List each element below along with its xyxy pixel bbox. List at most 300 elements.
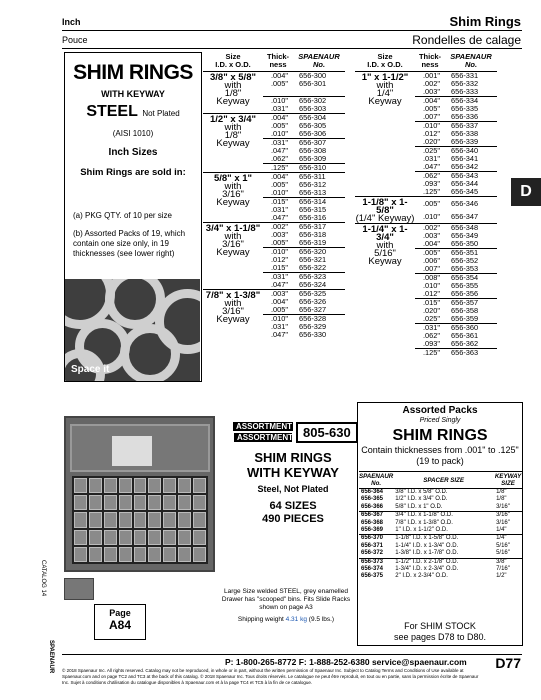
spacer-size: 1-3/8" I.D. x 1-7/8" O.D. [395, 550, 459, 557]
table-row [359, 527, 522, 535]
kit-bin [193, 478, 206, 493]
part-number: 656-300 [293, 72, 345, 81]
kit-bin [163, 478, 176, 493]
part-number: 656-319 [299, 237, 327, 247]
thickness: .031" [263, 138, 293, 147]
part-number: 656-316 [299, 212, 327, 222]
thickness: .015" [263, 197, 293, 206]
keyway-size: 5/16" [496, 550, 510, 557]
header-rule [62, 30, 522, 31]
col-thickness-2: ness [421, 60, 439, 69]
thickness: .047" [270, 279, 288, 289]
size-line: 1" x 1-1/2" [361, 72, 409, 83]
part-number: 656-337 [445, 122, 497, 131]
keyway-size: 3/8" [494, 558, 522, 566]
kit-bin [104, 478, 117, 493]
option-a: (a) PKG QTY. of 10 per size [73, 211, 173, 220]
aisi-grade: (AISI 1010) [112, 129, 154, 138]
spec-table-right [355, 52, 497, 357]
kit-bin [163, 512, 176, 527]
kit-bin [119, 530, 132, 545]
copyright: © 2018 Spaenaur Inc. All rights reserved. Catalog may not be reproduced, in whole or in part, without the written permission of Spaenaur Inc. Subject to Catalog Terms and Conditions of Use available at Spaenaur.com and on page TC2 and TC3 at the back of this catalog. © 2018 Spaenaur Inc. Tous droits réservés. Le catalogue ne peut être reproduit, en tout ou en partie, sans la permission écrite de Spaenaur Inc. Sujet à conditions d'utilisation du catalogue disponibles à Spaenaur.com et à la page TC4 et TC5 à la fin de ce catalogue. [62, 668, 479, 685]
kit-bin [89, 478, 102, 493]
part-number: 656-333 [451, 87, 479, 96]
size-cell [203, 172, 263, 222]
size-line: Keyway [216, 313, 250, 325]
thickness: .005" [415, 197, 445, 211]
thickness: .031" [415, 324, 445, 333]
part-number [293, 88, 345, 96]
header-unit-fr: Pouce [62, 35, 88, 45]
product-info-box [64, 52, 202, 382]
part-number: 656-314 [293, 197, 345, 206]
size-line: with [224, 121, 242, 133]
size-line: 3/4" x 1-1/8" [205, 222, 261, 234]
part-number: 656-342 [451, 162, 479, 171]
kit-bin [119, 495, 132, 510]
kit-bin [193, 495, 206, 510]
thickness: .025" [415, 147, 445, 156]
thickness: .010" [270, 187, 288, 197]
size-line: 1/4" [376, 88, 394, 99]
col-thickness: Thick- [266, 52, 290, 61]
part-number: 656-347 [451, 211, 479, 221]
part-number: 656-358 [451, 306, 479, 315]
as-col-keyway: KEYWAY [494, 473, 522, 480]
size-cell [355, 72, 415, 197]
kit-bin [134, 478, 147, 493]
size-line: 1-1/8" x 1-5/8" [362, 197, 408, 216]
thickness: .005" [422, 104, 440, 113]
part-number: 656-331 [445, 72, 497, 81]
assortment-label: ASSORTMENT [233, 422, 293, 431]
spacer-size: 2" I.D. x 2-3/4" O.D. [395, 573, 448, 580]
table-row [355, 197, 497, 211]
as-col-brand: SPAENAUR [359, 473, 394, 480]
thickness: .004" [263, 172, 293, 181]
slide-rack-thumbnail [64, 578, 94, 600]
table-row [359, 558, 522, 566]
assorted-packs-box [357, 402, 523, 646]
thickness: .047" [270, 145, 288, 155]
thickness: .004" [422, 239, 440, 248]
part-number: 656-311 [293, 172, 345, 181]
part-number: 656-308 [299, 145, 327, 155]
part-number: 656-345 [451, 187, 479, 196]
part-number: 656-307 [293, 138, 345, 147]
part-number: 656-318 [299, 229, 327, 239]
thickness: .003" [263, 289, 293, 298]
plating: Not Plated [142, 109, 180, 118]
thickness: .004" [263, 113, 293, 122]
kit-bin [193, 530, 206, 545]
size-line: with [376, 80, 394, 91]
assortment-tag [233, 422, 293, 443]
thickness: .031" [270, 204, 288, 214]
part-number: 656-335 [451, 104, 479, 113]
kit-bin [148, 512, 161, 527]
catalog-label: CATALOG 14 [40, 560, 46, 597]
thickness: .010" [270, 128, 288, 138]
assorted-title: SHIM RINGS [392, 427, 488, 444]
thickness: .047" [270, 329, 288, 339]
size-line: Keyway [368, 96, 402, 107]
inch-sizes: Inch Sizes [108, 147, 158, 158]
part-number: 656-336 [451, 112, 479, 121]
part-number: 656-363 [445, 349, 497, 358]
spacer-size: 1" I.D. x 1-1/2" O.D. [395, 527, 448, 534]
kit-material: Steel, Not Plated [257, 484, 329, 494]
part-number: 656-350 [451, 239, 479, 248]
kit-bin [178, 512, 191, 527]
thickness: .005" [270, 237, 288, 247]
size-cell [355, 197, 415, 224]
part-number: 656-374 [361, 566, 384, 573]
size-line: with [376, 240, 394, 251]
kit-title-1: SHIM RINGS [254, 450, 332, 465]
kit-bin [134, 547, 147, 562]
size-cell [203, 222, 263, 289]
thickness: .062" [270, 153, 288, 163]
kit-drawer-image [64, 416, 215, 572]
size-line: with [224, 80, 242, 91]
part-number: 656-348 [445, 224, 497, 233]
kit-title-2: WITH KEYWAY [247, 465, 339, 480]
size-cell [203, 72, 263, 114]
thickness: .010" [422, 281, 440, 290]
part-number: 656-304 [293, 113, 345, 122]
shipping-weight [216, 616, 356, 623]
kit-bin [163, 530, 176, 545]
kit-bin [119, 478, 132, 493]
size-line: (1/4" Keyway) [355, 213, 415, 224]
col-brand: SPAENAUR [450, 52, 492, 61]
thickness: .004" [415, 97, 445, 106]
table-row [359, 512, 522, 520]
col-size-2: I.D. x O.D. [367, 60, 403, 69]
part-number: 656-357 [445, 299, 497, 308]
ship-lb: (9.5 lbs.) [308, 616, 335, 623]
header-title-fr: Rondelles de calage [412, 33, 521, 47]
thickness: .010" [263, 314, 293, 323]
option-b: (b) Assorted Packs of 19, which contain one size only, in 19 thicknesses (see lower right) [73, 229, 186, 258]
size-line: with [224, 180, 242, 192]
thickness: .093" [422, 339, 440, 348]
product-subtitle: WITH KEYWAY [101, 89, 165, 99]
size-line: Keyway [216, 196, 250, 208]
thickness: .031" [270, 103, 288, 113]
thickness: .015" [415, 299, 445, 308]
size-line: 1/8" [224, 129, 242, 141]
spacer-size: 1/2" I.D. x 3/4" O.D. [395, 496, 448, 503]
part-number: 656-302 [293, 96, 345, 105]
keyway-size: 3/16" [496, 519, 510, 526]
size-line: 5/8" x 1" [213, 172, 253, 184]
kit-bin [163, 495, 176, 510]
kit-contents [233, 500, 353, 526]
kit-bin [119, 547, 132, 562]
as-col-size: SPACER SIZE [423, 476, 465, 484]
contact-info[interactable]: P: 1-800-265-8772 F: 1-888-252-6380 service@spaenaur.com [225, 657, 467, 667]
spacer-size: 1-1/4" I.D. x 1-3/4" O.D. [395, 542, 459, 549]
part-number: 656-323 [293, 272, 345, 281]
part-number: 656-372 [361, 550, 384, 557]
kit-bin [148, 478, 161, 493]
part-number: 656-315 [299, 204, 327, 214]
kit-bin [104, 530, 117, 545]
assorted-heading: Assorted Packs [402, 405, 478, 416]
part-number: 656-366 [361, 503, 384, 510]
kit-bin [163, 547, 176, 562]
kit-bin [104, 547, 117, 562]
keyway-size: 3/16" [494, 512, 522, 520]
part-number: 656-364 [361, 489, 384, 495]
part-number: 656-303 [299, 103, 327, 113]
part-number: 656-330 [299, 329, 327, 339]
part-number: 656-305 [299, 120, 327, 130]
part-number: 656-322 [299, 262, 327, 272]
page-label: Page [109, 608, 131, 618]
kit-bin [89, 495, 102, 510]
kit-bin [193, 512, 206, 527]
kit-bin [178, 547, 191, 562]
size-cell [203, 113, 263, 172]
thickness: .010" [415, 122, 445, 131]
part-number: 656-367 [359, 512, 393, 520]
size-line: Keyway [216, 96, 250, 107]
size-line: 3/16" [222, 188, 244, 200]
thickness: .010" [422, 211, 440, 221]
thickness: .005" [270, 304, 288, 314]
size-line: 3/8" x 5/8" [210, 72, 256, 83]
thickness: .007" [422, 264, 440, 273]
thickness: .005" [270, 179, 288, 189]
size-line: with [224, 297, 242, 309]
thickness: .047" [270, 212, 288, 222]
kit-bin [193, 547, 206, 562]
thickness: .020" [422, 306, 440, 315]
table-row [359, 504, 522, 512]
part-number: 656-361 [451, 331, 479, 340]
thickness: .002" [415, 224, 445, 233]
thickness: .005" [270, 79, 288, 88]
spacer-size: 1-1/8" I.D. x 1-5/8" O.D. [393, 535, 494, 543]
kit-bin [178, 530, 191, 545]
keyway-size: 1/4" [496, 527, 507, 534]
part-number: 656-349 [451, 231, 479, 240]
thickness: .015" [270, 262, 288, 272]
thickness: .125" [422, 187, 440, 196]
part-number: 656-362 [451, 339, 479, 348]
spacer-size: 5/8" I.D. x 1" O.D. [395, 503, 443, 510]
col-size-2: I.D. x O.D. [215, 60, 251, 69]
col-size: Size [377, 52, 393, 61]
part-number: 656-339 [451, 137, 479, 146]
material-label: STEEL [86, 103, 138, 120]
size-line: 5/16" [374, 248, 396, 259]
part-number: 656-327 [299, 304, 327, 314]
thickness: .010" [263, 96, 293, 105]
kit-bin [89, 530, 102, 545]
assortment-number: 805-630 [296, 422, 358, 443]
keyway-size: 7/16" [496, 566, 510, 573]
thickness: .003" [422, 231, 440, 240]
part-number: 656-329 [299, 321, 327, 331]
size-cell [355, 224, 415, 358]
brand-mark: SPAENAUR [48, 640, 54, 674]
part-number: 656-375 [361, 573, 384, 580]
kit-description: Large Size welded STEEL, grey enamelled Drawer has "scooped" bins. Fits Slide Racks shown on page A3 [221, 588, 351, 611]
part-number: 656-306 [299, 128, 327, 138]
thickness: .012" [422, 289, 440, 298]
assorted-priced: Priced Singly [419, 417, 461, 424]
thickness: .010" [263, 247, 293, 256]
material [65, 103, 201, 121]
thickness: .031" [263, 272, 293, 281]
ship-label: Shipping weight [237, 616, 284, 623]
spacer-size: 3/8" I.D. x 5/8" O.D. [395, 489, 448, 495]
product-photo [65, 279, 200, 381]
spacer-size: 7/8" I.D. x 1-3/8" O.D. [395, 519, 453, 526]
keyway-size: 1/2" [496, 573, 507, 580]
thickness [263, 88, 293, 96]
part-number: 656-321 [299, 254, 327, 264]
thickness: .004" [263, 72, 293, 81]
col-brand: SPAENAUR [298, 52, 340, 61]
kit-pieces: 490 PIECES [262, 513, 324, 525]
size-line: Keyway [368, 256, 402, 267]
size-line: Keyway [216, 137, 250, 149]
section-tab[interactable]: D [511, 178, 541, 206]
thickness: .025" [422, 314, 440, 323]
thickness: .006" [422, 256, 440, 265]
table-row [359, 535, 522, 543]
kit-bin [119, 512, 132, 527]
part-number: 656-334 [445, 97, 497, 106]
keyway-size: 3/16" [496, 503, 510, 510]
spec-table-left [203, 52, 345, 339]
kit-sizes: 64 SIZES [269, 500, 317, 512]
size-cell [203, 289, 263, 339]
kit-title [233, 450, 353, 480]
product-title: SHIM RINGS [73, 61, 193, 84]
kit-bin [104, 495, 117, 510]
thickness: .004" [270, 296, 288, 306]
col-size: Size [225, 52, 241, 61]
thickness: .062" [415, 172, 445, 181]
photo-caption: Space it [71, 364, 110, 375]
part-number: 656-359 [451, 314, 479, 323]
thickness: .005" [415, 249, 445, 258]
keyway-size: 1/8" [496, 496, 507, 503]
thickness: .062" [422, 331, 440, 340]
part-number: 656-371 [361, 542, 384, 549]
kit-bin [104, 512, 117, 527]
part-number: 656-354 [445, 274, 497, 283]
part-number: 656-343 [445, 172, 497, 181]
part-number: 656-317 [293, 222, 345, 231]
size-line: with [224, 230, 242, 242]
thickness: .002" [263, 222, 293, 231]
as-col-no: No. [371, 480, 382, 487]
part-number: 656-309 [299, 153, 327, 163]
part-number: 656-312 [299, 179, 327, 189]
size-line: 1-1/4" x 1-3/4" [362, 224, 408, 243]
part-number: 656-352 [451, 256, 479, 265]
assorted-contain: Contain thicknesses from .001" to .125" (19 to pack) [361, 445, 519, 466]
kit-bin [178, 495, 191, 510]
page-number: A84 [108, 618, 131, 632]
footer-rule [62, 654, 522, 655]
thickness: .031" [422, 154, 440, 163]
page-number: D77 [495, 655, 521, 671]
kit-bin [74, 547, 87, 562]
size-line: Keyway [216, 246, 250, 258]
table-row [359, 496, 522, 503]
header-rule-2 [62, 48, 522, 49]
as-col-keyway-2: SIZE [501, 480, 515, 487]
size-line: 1/8" [224, 88, 242, 99]
sold-in: Shim Rings are sold in: [80, 167, 186, 178]
kit-bin [74, 478, 87, 493]
part-number: 656-326 [299, 296, 327, 306]
shim-stock-2[interactable]: see pages D78 to D80. [393, 632, 487, 642]
page-reference[interactable] [94, 604, 146, 640]
part-number: 656-369 [361, 527, 384, 534]
table-row [359, 489, 522, 497]
part-number: 656-373 [359, 558, 393, 566]
part-number: 656-355 [451, 281, 479, 290]
table-row [359, 550, 522, 558]
assortment-label-2: ASSORTMENT [233, 432, 293, 443]
size-line: 1/2" x 3/4" [210, 113, 256, 125]
col-no: No. [312, 60, 326, 69]
kit-bin [134, 512, 147, 527]
thickness: .012" [422, 129, 440, 138]
table-row [359, 520, 522, 527]
part-number: 656-301 [299, 79, 327, 88]
thickness: .005" [270, 120, 288, 130]
part-number: 656-324 [299, 279, 327, 289]
part-number: 656-325 [293, 289, 345, 298]
part-number: 656-320 [293, 247, 345, 256]
table-row [359, 566, 522, 573]
spacer-size: 1-3/4" I.D. x 2-3/4" O.D. [395, 566, 459, 573]
kit-bin [134, 530, 147, 545]
thickness: .125" [415, 349, 445, 358]
part-number: 656-360 [445, 324, 497, 333]
kit-bin [89, 547, 102, 562]
col-thickness-2: ness [269, 60, 287, 69]
thickness: .007" [422, 112, 440, 121]
kit-bin [148, 530, 161, 545]
ship-kg: 4.31 kg [285, 616, 307, 623]
kit-bin [74, 495, 87, 510]
kit-bin [134, 495, 147, 510]
size-line: 7/8" x 1-3/8" [205, 289, 261, 301]
part-number: 656-365 [361, 496, 384, 503]
shim-stock-1: For SHIM STOCK [404, 621, 476, 631]
part-number: 656-340 [445, 147, 497, 156]
part-number: 656-353 [451, 264, 479, 273]
kit-bin [148, 547, 161, 562]
thickness: .003" [422, 87, 440, 96]
thickness: .031" [270, 321, 288, 331]
thickness: .125" [263, 163, 293, 172]
thickness: .093" [422, 179, 440, 188]
keyway-size: 5/16" [496, 542, 510, 549]
keyway-size: 1/8" [496, 489, 507, 495]
